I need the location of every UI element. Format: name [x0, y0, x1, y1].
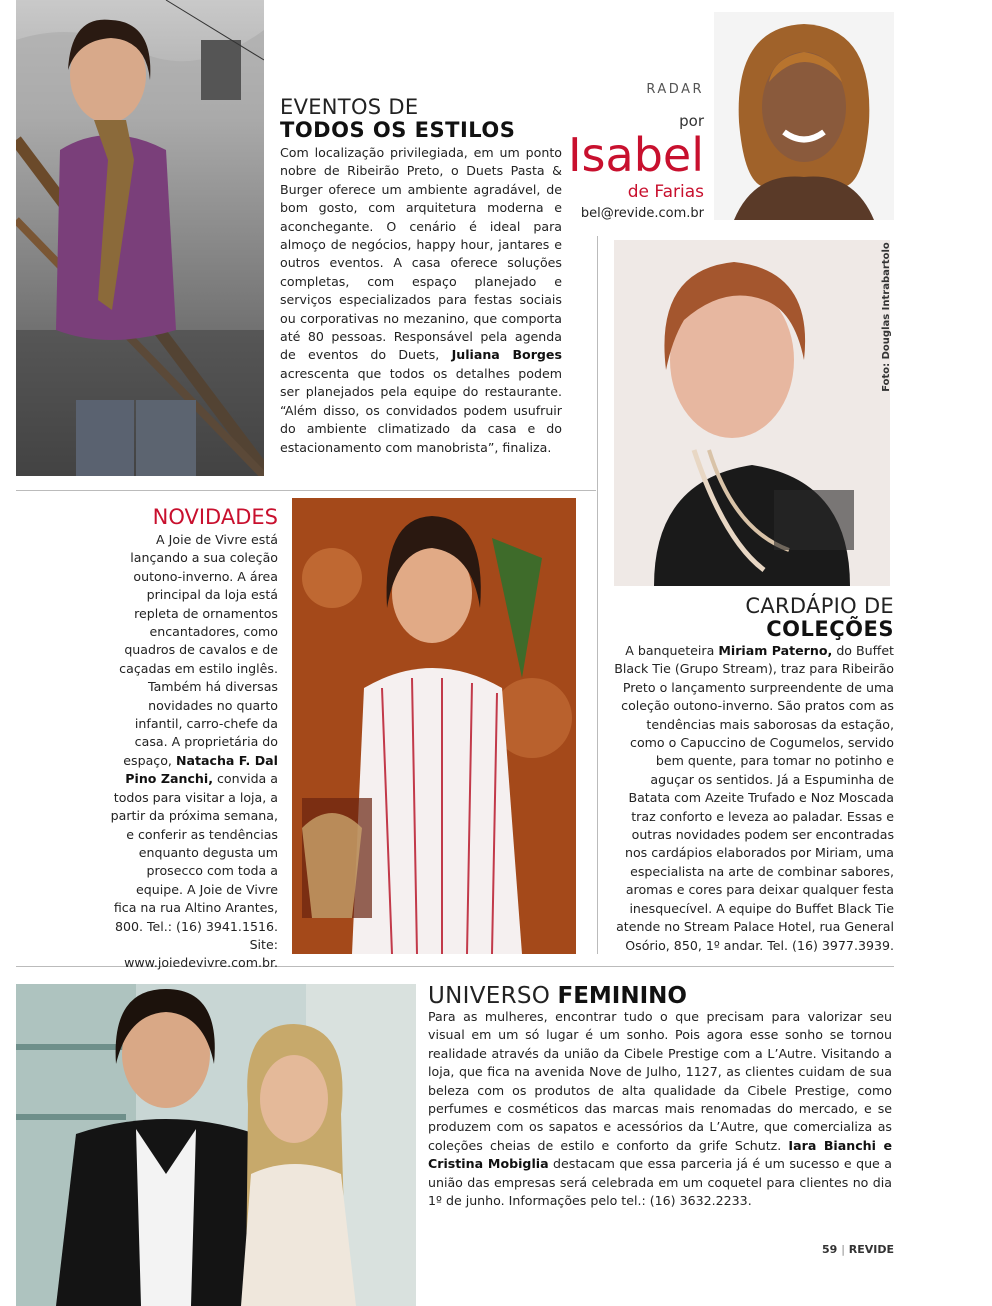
universo-body-part1: Para as mulheres, encontrar tudo o que precisam para valorizar seu visual em um só lugar é um sonho. Pois agora esse sonho se tornou realidade através da união da Cibele Prestige com a L’Autre. Visitando a loja, que fica na avenida Nove de Julho, 1127, as clientes cuidam de sua beleza com os produtos de alta qualidade da Cibele Prestige, como perfumes e cosméticos das marcas mais renomadas do mercado, e se produzem com os sapatos e acessórios da L’Autre, que comercializa as coleções cheias de estilo e conforto da grife Schutz. [428, 1009, 892, 1153]
novidades-body-part2: convida a todos para visitar a loja, a partir da próxima semana, e conferir as tendências enquanto degusta um prosecco com toda a equipe. A Joie de Vivre fica na rua Altino Arantes, 800. Tel.: (16) 3941.1516. Site: www.joiedevivre.com.br. [110, 771, 278, 971]
eventos-body [280, 144, 562, 457]
eventos-body-part2: acrescenta que todos os detalhes podem ser planejados pela equipe do restaurante. “Além disso, os convidados podem usufruir do ambiente climatizado da casa e do estacionamento com manobrista”, finaliza. [280, 365, 562, 455]
divider-vertical [597, 236, 598, 954]
divider-top-horizontal [16, 490, 596, 491]
cardapio-title-line2: COLEÇÕES [766, 617, 894, 641]
magazine-name: REVIDE [848, 1243, 894, 1256]
cardapio-title-line1: CARDÁPIO DE [745, 594, 894, 618]
photo-iara-cristina [16, 984, 416, 1306]
columnist-last-name: de Farias [627, 182, 704, 202]
page-footer [760, 1243, 894, 1256]
footer-separator: | [841, 1243, 845, 1256]
novidades-person: Natacha F. Dal Pino Zanchi, [125, 752, 278, 787]
columnist-email: bel@revide.com.br [580, 206, 704, 221]
universo-persons: Iara Bianchi e Cristina Mobiglia [428, 1137, 893, 1172]
columnist-first-name: Isabel [567, 128, 704, 182]
column-by: por [679, 112, 704, 130]
photo-natacha-zanchi [292, 498, 576, 954]
universo-title-thin: UNIVERSO [428, 983, 551, 1009]
universo-body [428, 1008, 892, 1210]
novidades-body [110, 531, 278, 973]
eventos-title-line1: EVENTOS DE [280, 95, 419, 119]
cardapio-person: Miriam Paterno, [718, 643, 833, 658]
cardapio-body [612, 642, 894, 955]
universo-title-bold: FEMININO [557, 983, 687, 1009]
universo-body-part2: destacam que essa parceria já é um sucesso e que a união das empresas será celebrada em um coquetel para clientes no dia 1º de junho. Informações pelo tel.: (16) 3632.2233. [428, 1156, 892, 1209]
column-label: RADAR [646, 82, 704, 97]
cardapio-body-part1: A banqueteira [625, 643, 715, 658]
novidades-title: NOVIDADES [152, 505, 278, 529]
novidades-body-part1: A Joie de Vivre está lançando a sua coleção outono-inverno. A área principal da loja está repleta de ornamentos encantadores, como quadros de cavalos e de caçadas em estilo inglês. Também há diversas novidades no quarto infantil, carro-chefe da casa. A proprietária do espaço, [119, 532, 278, 768]
photo-miriam-paterno [614, 240, 890, 586]
universo-title [428, 982, 687, 1010]
eventos-person: Juliana Borges [451, 347, 562, 363]
photo-credit: Foto: Douglas Intrabartolo [881, 242, 892, 392]
photo-isabel-de-farias [714, 12, 894, 220]
eventos-title-line2: TODOS OS ESTILOS [280, 118, 516, 142]
page-number: 59 [822, 1243, 838, 1256]
photo-juliana-borges [16, 0, 264, 476]
eventos-body-part1: Com localização privilegiada, em um ponto nobre de Ribeirão Preto, o Duets Pasta & Burger oferece um ambiente agradável, de bom gosto, com arquitetura moderna e aconchegante. O cenário é ideal para almoço de negócios, happy hour, jantares e outros eventos. A casa oferece soluções completas, com espaço planejado e serviços especializados para festas sociais ou corporativas no mezanino, que comporta até 80 pessoas. Responsável pela agenda de eventos do Duets, [280, 145, 562, 363]
cardapio-body-part2: do Buffet Black Tie (Grupo Stream), traz para Ribeirão Preto o lançamento surpreendente de uma coleção outono-inverno. São pratos com as tendências mais saborosas da estação, como o Capuccino de Cogumelos, servido bem quente, para tomar no potinho e aguçar os sentidos. Já a Espuminha de Batata com Azeite Trufado e Noz Moscada traz conforto e leveza ao paladar. Essas e outras novidades podem ser encontradas nos cardápios elaborados por Miriam, uma especialista na arte de combinar sabores, aromas e cores para deixar qualquer festa inesquecível. A equipe do Buffet Black Tie atende no Stream Palace Hotel, rua General Osório, 850, 1º andar. Tel. (16) 3977.3939. [614, 643, 894, 953]
